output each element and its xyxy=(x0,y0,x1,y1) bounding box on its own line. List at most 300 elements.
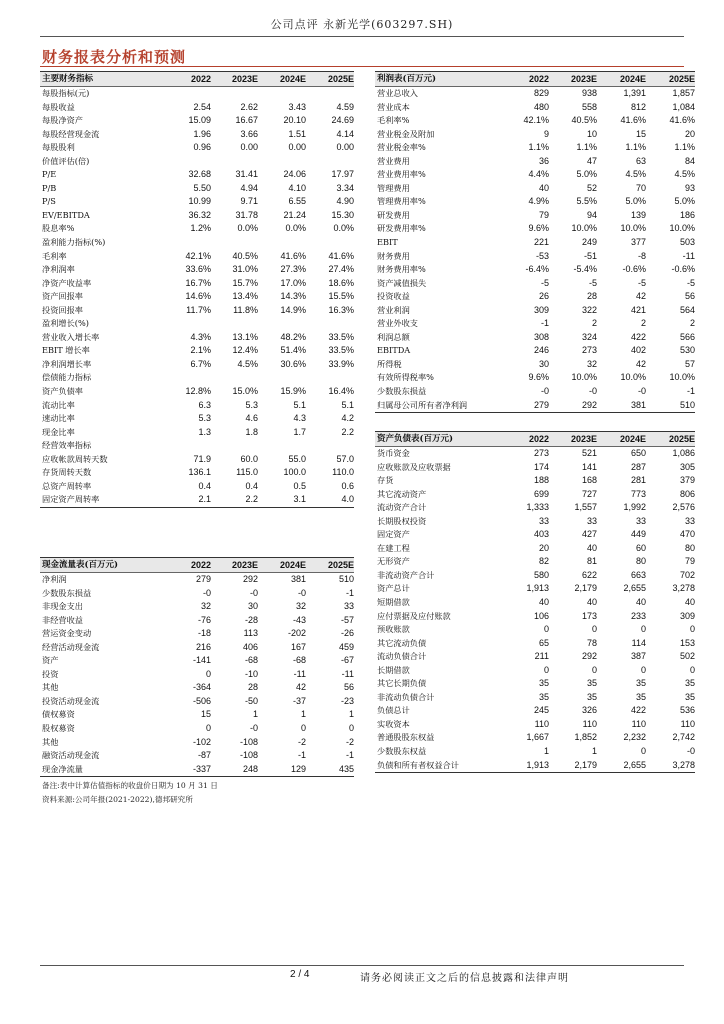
row-label: 净利润率 xyxy=(42,264,75,275)
row-label: 其它流动资产 xyxy=(377,488,427,499)
row-value: -11 xyxy=(682,250,695,261)
table-row xyxy=(40,668,354,682)
row-value xyxy=(258,87,306,101)
table-row xyxy=(375,385,695,399)
row-value: 168 xyxy=(581,475,597,486)
row-value: 273 xyxy=(533,448,549,458)
row-value: -5 xyxy=(637,277,646,288)
row-value: 10.0% xyxy=(571,223,597,234)
row-value: 3,278 xyxy=(672,583,695,594)
row-value: 326 xyxy=(581,705,597,716)
table-header-row xyxy=(40,72,354,87)
row-value: 10.0% xyxy=(669,223,695,234)
row-value: 246 xyxy=(533,345,549,356)
table-row xyxy=(40,250,354,264)
row-value: 0 xyxy=(543,624,549,635)
row-value: 9.71 xyxy=(240,196,258,207)
row-value: 221 xyxy=(533,237,549,248)
row-value xyxy=(306,317,354,331)
table-row xyxy=(40,573,354,587)
row-value: 558 xyxy=(581,101,597,112)
row-value: 1.3 xyxy=(198,426,211,437)
row-label: EBIT 增长率 xyxy=(42,345,90,356)
row-label: 投资收益 xyxy=(377,291,410,302)
row-value: -68 xyxy=(292,655,306,666)
row-value: 1.7 xyxy=(293,426,306,437)
row-value: 14.9% xyxy=(280,304,306,315)
row-value: 2.1 xyxy=(164,493,211,507)
row-value: -202 xyxy=(287,628,306,639)
row-value: -11 xyxy=(293,668,306,679)
row-label: 毛利率% xyxy=(377,115,410,126)
row-value: 2.62 xyxy=(240,101,258,112)
row-value: 381 xyxy=(290,574,306,584)
table-row xyxy=(375,250,695,264)
row-value: 806 xyxy=(679,488,695,499)
row-value: 4.5% xyxy=(237,358,258,369)
table-row xyxy=(40,290,354,304)
row-value: 1,333 xyxy=(526,502,549,513)
row-value: 650 xyxy=(630,448,646,458)
row-value: 322 xyxy=(581,304,597,315)
row-label: 营运资金变动 xyxy=(42,628,92,639)
row-value: -0 xyxy=(686,746,695,757)
table-row xyxy=(40,453,354,467)
row-label: 价值评估(倍) xyxy=(42,155,90,166)
row-value: 153 xyxy=(679,637,695,648)
row-label: 盈利能力指标(%) xyxy=(42,237,106,248)
row-value: -53 xyxy=(535,250,549,261)
row-value: 4.94 xyxy=(240,182,258,193)
row-label: 每股净资产 xyxy=(42,115,83,126)
row-value: 292 xyxy=(242,574,258,584)
row-value: 80 xyxy=(684,542,695,553)
row-value: -5 xyxy=(588,277,597,288)
row-value xyxy=(306,371,354,385)
row-value: 0 xyxy=(591,664,597,675)
table-row xyxy=(40,331,354,345)
row-value: 56 xyxy=(684,291,695,302)
row-label: 非现金支出 xyxy=(42,601,83,612)
row-label: 无形资产 xyxy=(377,556,410,567)
table-row xyxy=(40,695,354,709)
row-value: 3.34 xyxy=(336,182,354,193)
row-label: 盈利增长(%) xyxy=(42,318,89,329)
row-value: 6.7% xyxy=(190,358,211,369)
table-row xyxy=(40,209,354,223)
year-header: 2024E xyxy=(258,558,306,573)
row-label: 非流动资产合计 xyxy=(377,569,435,580)
row-value: 42.1% xyxy=(523,115,549,126)
row-value: 17.97 xyxy=(331,169,354,180)
row-value: 94 xyxy=(586,209,597,220)
row-value: 57 xyxy=(684,358,695,369)
table-row xyxy=(375,155,695,169)
row-value: 167 xyxy=(290,641,306,652)
table-header-row xyxy=(375,432,695,447)
row-label: 每股经营现金流 xyxy=(42,128,100,139)
row-value: 0.4 xyxy=(245,480,258,491)
row-value: 566 xyxy=(679,331,695,342)
table-row xyxy=(40,399,354,413)
row-value: 100.0 xyxy=(283,467,306,478)
row-value: 1,086 xyxy=(672,448,695,458)
row-value xyxy=(211,236,258,250)
row-value: 24.69 xyxy=(331,115,354,126)
row-value: -1 xyxy=(686,386,695,397)
row-value: 421 xyxy=(630,304,646,315)
row-value: -67 xyxy=(340,655,354,666)
row-value: 16.3% xyxy=(328,304,354,315)
row-value: 30 xyxy=(538,358,549,369)
row-value: 4.2 xyxy=(341,413,354,424)
row-value: 2 xyxy=(640,318,646,329)
row-value xyxy=(258,317,306,331)
row-value: 9 xyxy=(543,128,549,139)
table-row xyxy=(375,236,695,250)
row-label: 营业收入增长率 xyxy=(42,331,100,342)
table-row xyxy=(40,654,354,668)
table-row xyxy=(375,582,695,596)
year-header: 2025E xyxy=(646,432,695,447)
row-value: -0 xyxy=(588,386,597,397)
row-label: 所得税 xyxy=(377,358,402,369)
row-value: 3.43 xyxy=(288,101,306,112)
table-row xyxy=(40,168,354,182)
table-row xyxy=(40,128,354,142)
row-value: 0 xyxy=(640,624,646,635)
row-value: 12.8% xyxy=(185,386,211,397)
row-label: 净资产收益率 xyxy=(42,277,92,288)
table-row xyxy=(375,637,695,651)
row-value: 82 xyxy=(538,556,549,567)
row-value: 57.0 xyxy=(336,453,354,464)
row-value: 33 xyxy=(586,515,597,526)
row-value: 30 xyxy=(247,601,258,612)
row-label: 存货周转天数 xyxy=(42,467,92,478)
row-label: 研发费用率% xyxy=(377,223,426,234)
row-value: 0 xyxy=(543,664,549,675)
row-value: 33 xyxy=(684,515,695,526)
row-label: 流动负债合计 xyxy=(377,651,427,662)
table-row xyxy=(375,358,695,372)
row-value xyxy=(258,439,306,453)
year-header: 2022 xyxy=(164,72,211,87)
row-value: 40 xyxy=(684,597,695,608)
row-value: -0.6% xyxy=(671,264,695,275)
row-label: 应付票据及应付账款 xyxy=(377,610,451,621)
table-header-row xyxy=(375,72,695,87)
row-value: 60.0 xyxy=(240,453,258,464)
row-value: 4.5% xyxy=(625,169,646,180)
row-label: EV/EBITDA xyxy=(42,209,90,220)
page-number: 2 / 4 xyxy=(290,969,310,980)
row-value: 1,913 xyxy=(501,759,549,773)
row-value: 480 xyxy=(533,101,549,112)
row-label: 利润总额 xyxy=(377,331,410,342)
row-value: 5.0% xyxy=(576,169,597,180)
row-value: 41.6% xyxy=(669,115,695,126)
row-value: -5.4% xyxy=(573,264,597,275)
row-value: 84 xyxy=(684,155,695,166)
table-title: 主要财务指标 xyxy=(40,72,164,87)
row-value: 2,576 xyxy=(672,502,695,513)
row-value: 11.8% xyxy=(233,304,258,315)
row-label: 营业费用率% xyxy=(377,169,426,180)
row-value: 0 xyxy=(348,723,354,734)
row-value: 1,913 xyxy=(526,583,549,594)
year-header: 2023E xyxy=(211,558,258,573)
row-label: 每股股利 xyxy=(42,142,75,153)
table-row xyxy=(40,614,354,628)
row-value: 15.09 xyxy=(188,115,211,126)
row-label: 速动比率 xyxy=(42,413,75,424)
row-value: 292 xyxy=(549,399,597,413)
row-value xyxy=(306,87,354,101)
row-label: 融资活动现金流 xyxy=(42,750,100,761)
row-value: 4.90 xyxy=(336,196,354,207)
row-value: 35 xyxy=(538,691,549,702)
row-label: 资产 xyxy=(42,655,59,666)
row-value: 15 xyxy=(200,709,211,720)
row-value: -102 xyxy=(192,736,211,747)
row-value: 4.14 xyxy=(336,128,354,139)
row-value: -51 xyxy=(583,250,597,261)
table-row xyxy=(375,704,695,718)
row-value: 70 xyxy=(635,182,646,193)
year-header: 2024E xyxy=(258,72,306,87)
row-value: 503 xyxy=(679,237,695,248)
table-row xyxy=(375,515,695,529)
row-value: 81 xyxy=(586,556,597,567)
row-value: 2 xyxy=(689,318,695,329)
row-value: 65 xyxy=(538,637,549,648)
row-label: 每股指标(元) xyxy=(42,88,90,98)
row-value: 15.9% xyxy=(280,386,306,397)
table-row xyxy=(40,722,354,736)
row-value: 42 xyxy=(635,291,646,302)
row-value: 40 xyxy=(635,597,646,608)
row-value: 14.6% xyxy=(185,291,211,302)
table-row xyxy=(375,317,695,331)
row-value: 24.06 xyxy=(283,169,306,180)
row-value: 1 xyxy=(543,746,549,757)
row-value: 110.0 xyxy=(332,467,354,478)
row-value: 16.4% xyxy=(328,386,354,397)
row-value: -2 xyxy=(297,736,306,747)
row-value: 36.32 xyxy=(188,209,211,220)
row-value: 0.00 xyxy=(288,142,306,153)
table-row xyxy=(375,461,695,475)
row-value: 10 xyxy=(586,128,597,139)
row-value: 292 xyxy=(581,651,597,662)
row-value: 233 xyxy=(630,610,646,621)
row-value: 186 xyxy=(679,209,695,220)
row-label: 资产回报率 xyxy=(42,291,83,302)
row-value: 141 xyxy=(581,461,597,472)
row-value: 422 xyxy=(630,331,646,342)
row-value: 510 xyxy=(646,399,695,413)
row-value: 115.0 xyxy=(236,467,258,478)
table-title: 现金流量表(百万元) xyxy=(40,558,164,573)
row-value xyxy=(164,236,211,250)
year-header: 2023E xyxy=(211,72,258,87)
row-value: 4.0 xyxy=(306,493,354,507)
row-value: -1 xyxy=(297,750,306,761)
table-row xyxy=(375,488,695,502)
row-value: -364 xyxy=(192,682,211,693)
row-label: 少数股东损益 xyxy=(377,386,427,397)
row-label: 现金比率 xyxy=(42,426,75,437)
row-value: 377 xyxy=(630,237,646,248)
row-value: -50 xyxy=(244,695,258,706)
disclaimer: 请务必阅读正文之后的信息披露和法律声明 xyxy=(360,973,569,984)
row-value: 63 xyxy=(635,155,646,166)
row-label: 负债总计 xyxy=(377,705,410,716)
row-value: 5.50 xyxy=(193,182,211,193)
row-value: 26 xyxy=(538,291,549,302)
table-row xyxy=(40,480,354,494)
row-value: -76 xyxy=(197,614,211,625)
row-value: 0.00 xyxy=(240,142,258,153)
row-value: 33 xyxy=(538,515,549,526)
row-label: 管理费用率% xyxy=(377,196,426,207)
row-value: 530 xyxy=(679,345,695,356)
row-value: 5.0% xyxy=(674,196,695,207)
row-value: 248 xyxy=(211,763,258,777)
row-value: 1.1% xyxy=(576,142,597,153)
row-value: 110 xyxy=(534,718,549,729)
row-value: 114 xyxy=(631,637,646,648)
row-value: 249 xyxy=(581,237,597,248)
table-row xyxy=(375,596,695,610)
row-value: 35 xyxy=(684,678,695,689)
row-label: 营业费用 xyxy=(377,155,410,166)
row-value: 308 xyxy=(533,331,549,342)
row-value: 35 xyxy=(635,691,646,702)
table-row xyxy=(375,501,695,515)
row-label: EBITDA xyxy=(377,345,411,356)
row-value xyxy=(211,371,258,385)
row-value: 21.24 xyxy=(283,209,306,220)
row-value: 0 xyxy=(640,664,646,675)
row-value: 35 xyxy=(538,678,549,689)
row-value: 1,852 xyxy=(574,732,597,743)
row-value: 0.96 xyxy=(193,142,211,153)
row-value: 15.0% xyxy=(232,386,258,397)
row-value: 1,667 xyxy=(526,732,549,743)
row-value: 2.54 xyxy=(193,101,211,112)
row-value xyxy=(164,155,211,169)
row-value xyxy=(258,236,306,250)
table-row xyxy=(375,650,695,664)
row-value: -37 xyxy=(292,695,306,706)
row-value: 10.0% xyxy=(571,372,597,383)
row-value: 211 xyxy=(534,651,549,662)
row-value: 35 xyxy=(586,678,597,689)
row-label: 非经营收益 xyxy=(42,614,83,625)
row-value: 32 xyxy=(200,601,211,612)
row-label: 投资活动现金流 xyxy=(42,695,100,706)
table-row xyxy=(375,447,695,461)
table-row xyxy=(40,426,354,440)
year-header: 2023E xyxy=(549,432,597,447)
row-label: 营业外收支 xyxy=(377,318,418,329)
table-row xyxy=(40,627,354,641)
table-row xyxy=(375,528,695,542)
row-label: 投资回报率 xyxy=(42,304,83,315)
row-value: 1.96 xyxy=(193,128,211,139)
row-value: 2.2 xyxy=(341,426,354,437)
row-label: 经营活动现金流 xyxy=(42,641,100,652)
row-value xyxy=(258,371,306,385)
row-value xyxy=(306,236,354,250)
row-value: 435 xyxy=(306,763,354,777)
footer-rule xyxy=(40,965,684,966)
row-value: 4.3 xyxy=(293,413,306,424)
table-row xyxy=(375,128,695,142)
row-value: 1.1% xyxy=(674,142,695,153)
row-value: 40 xyxy=(538,182,549,193)
table-row xyxy=(375,344,695,358)
table-row xyxy=(375,277,695,291)
table-row xyxy=(375,542,695,556)
row-value: 28 xyxy=(586,291,597,302)
row-value: 324 xyxy=(581,331,597,342)
row-value: 31.41 xyxy=(235,169,258,180)
table-title: 资产负债表(百万元) xyxy=(375,432,501,447)
row-label: 长期借款 xyxy=(377,664,410,675)
table-row xyxy=(40,263,354,277)
row-value xyxy=(211,87,258,101)
table-row xyxy=(40,749,354,763)
row-label: 净利润增长率 xyxy=(42,358,92,369)
title-rule xyxy=(40,66,684,67)
row-value xyxy=(258,155,306,169)
row-value: -0 xyxy=(637,386,646,397)
row-value: 1 xyxy=(348,709,354,720)
row-value: 41.6% xyxy=(280,250,306,261)
balance-sheet-table xyxy=(375,431,695,773)
row-value: 188 xyxy=(533,475,549,486)
row-value: -28 xyxy=(244,614,258,625)
table-row xyxy=(40,708,354,722)
year-header: 2025E xyxy=(306,72,354,87)
row-value: 14.3% xyxy=(280,291,306,302)
row-label: 货币资金 xyxy=(377,448,410,458)
row-value: 0 xyxy=(205,723,211,734)
row-value: 51.4% xyxy=(280,345,306,356)
row-value: 4.4% xyxy=(528,169,549,180)
row-value: 2,655 xyxy=(597,759,646,773)
row-label: 现金净流量 xyxy=(40,763,164,777)
row-value: 16.67 xyxy=(235,115,258,126)
row-label: 净利润 xyxy=(42,574,67,584)
row-value: -43 xyxy=(292,614,306,625)
row-value: 33 xyxy=(635,515,646,526)
row-value: -5 xyxy=(686,277,695,288)
row-value: 0.00 xyxy=(336,142,354,153)
row-value: 35 xyxy=(684,691,695,702)
row-value xyxy=(211,317,258,331)
table-row xyxy=(40,344,354,358)
row-value: 1,992 xyxy=(623,502,646,513)
table-row xyxy=(375,331,695,345)
table-row xyxy=(375,759,695,773)
row-value: 536 xyxy=(679,705,695,716)
row-label: 财务费用率% xyxy=(377,264,426,275)
row-value: 110 xyxy=(631,718,646,729)
